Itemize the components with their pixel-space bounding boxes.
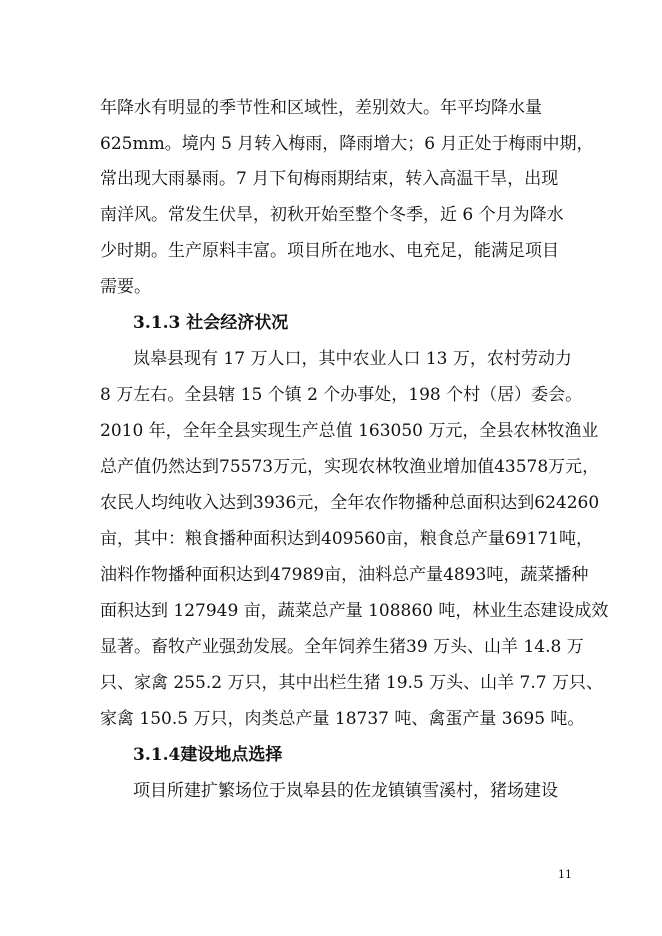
paragraph-line-14: 面积达到 127949 亩，蔬菜总产量 108860 吨，林业生态建设成效 [100,601,609,621]
paragraph-line-4: 南洋风。常发生伏旱，初秋开始至整个冬季，近 6 个月为降水 [100,205,564,225]
paragraph-line-3: 常出现大雨暴雨。7 月下旬梅雨期结束，转入高温干旱，出现 [100,169,559,189]
paragraph-line-8: 8 万左右。全县辖 15 个镇 2 个办事处，198 个村（居）委会。 [100,385,583,405]
paragraph-line-17: 家禽 150.5 万只，肉类总产量 18737 吨、禽蛋产量 3695 吨。 [100,709,585,729]
paragraph-line-2: 625mm。境内 5 月转入梅雨，降雨增大；6 月正处于梅雨中期， [100,134,594,154]
paragraph-line-9: 2010 年，全年全县实现生产总值 163050 万元，全县农林牧渔业 [100,421,599,441]
paragraph-line-18: 项目所建扩繁场位于岚皋县的佐龙镇镇雪溪村，猪场建设 [133,781,558,801]
paragraph-line-16: 只、家禽 255.2 万只，其中出栏生猪 19.5 万头、山羊 7.7 万只、 [100,673,603,693]
paragraph-line-13: 油料作物播种面积达到47989亩，油料总产量4893吨，蔬菜播种 [100,565,589,585]
paragraph-line-7: 岚皋县现有 17 万人口，其中农业人口 13 万，农村劳动力 [133,349,572,369]
paragraph-line-11: 农民人均纯收入达到3936元，全年农作物播种总面积达到624260 [100,493,600,513]
paragraph-line-1: 年降水有明显的季节性和区域性，差别效大。年平均降水量 [100,98,542,118]
paragraph-line-6: 需要。 [100,277,151,297]
paragraph-line-12: 亩，其中：粮食播种面积达到409560亩，粮食总产量69171吨， [100,529,593,549]
page-number: 11 [558,868,572,881]
section-heading-site-selection: 3.1.4建设地点选择 [133,745,283,765]
section-heading-social-economy: 3.1.3 社会经济状况 [133,313,289,333]
paragraph-line-10: 总产值仍然达到75573万元，实现农林牧渔业增加值43578万元， [100,457,600,477]
paragraph-line-5: 少时期。生产原料丰富。项目所在地水、电充足，能满足项目 [100,241,559,261]
paragraph-line-15: 显著。畜牧产业强劲发展。全年饲养生猪39 万头、山羊 14.8 万 [100,637,584,657]
